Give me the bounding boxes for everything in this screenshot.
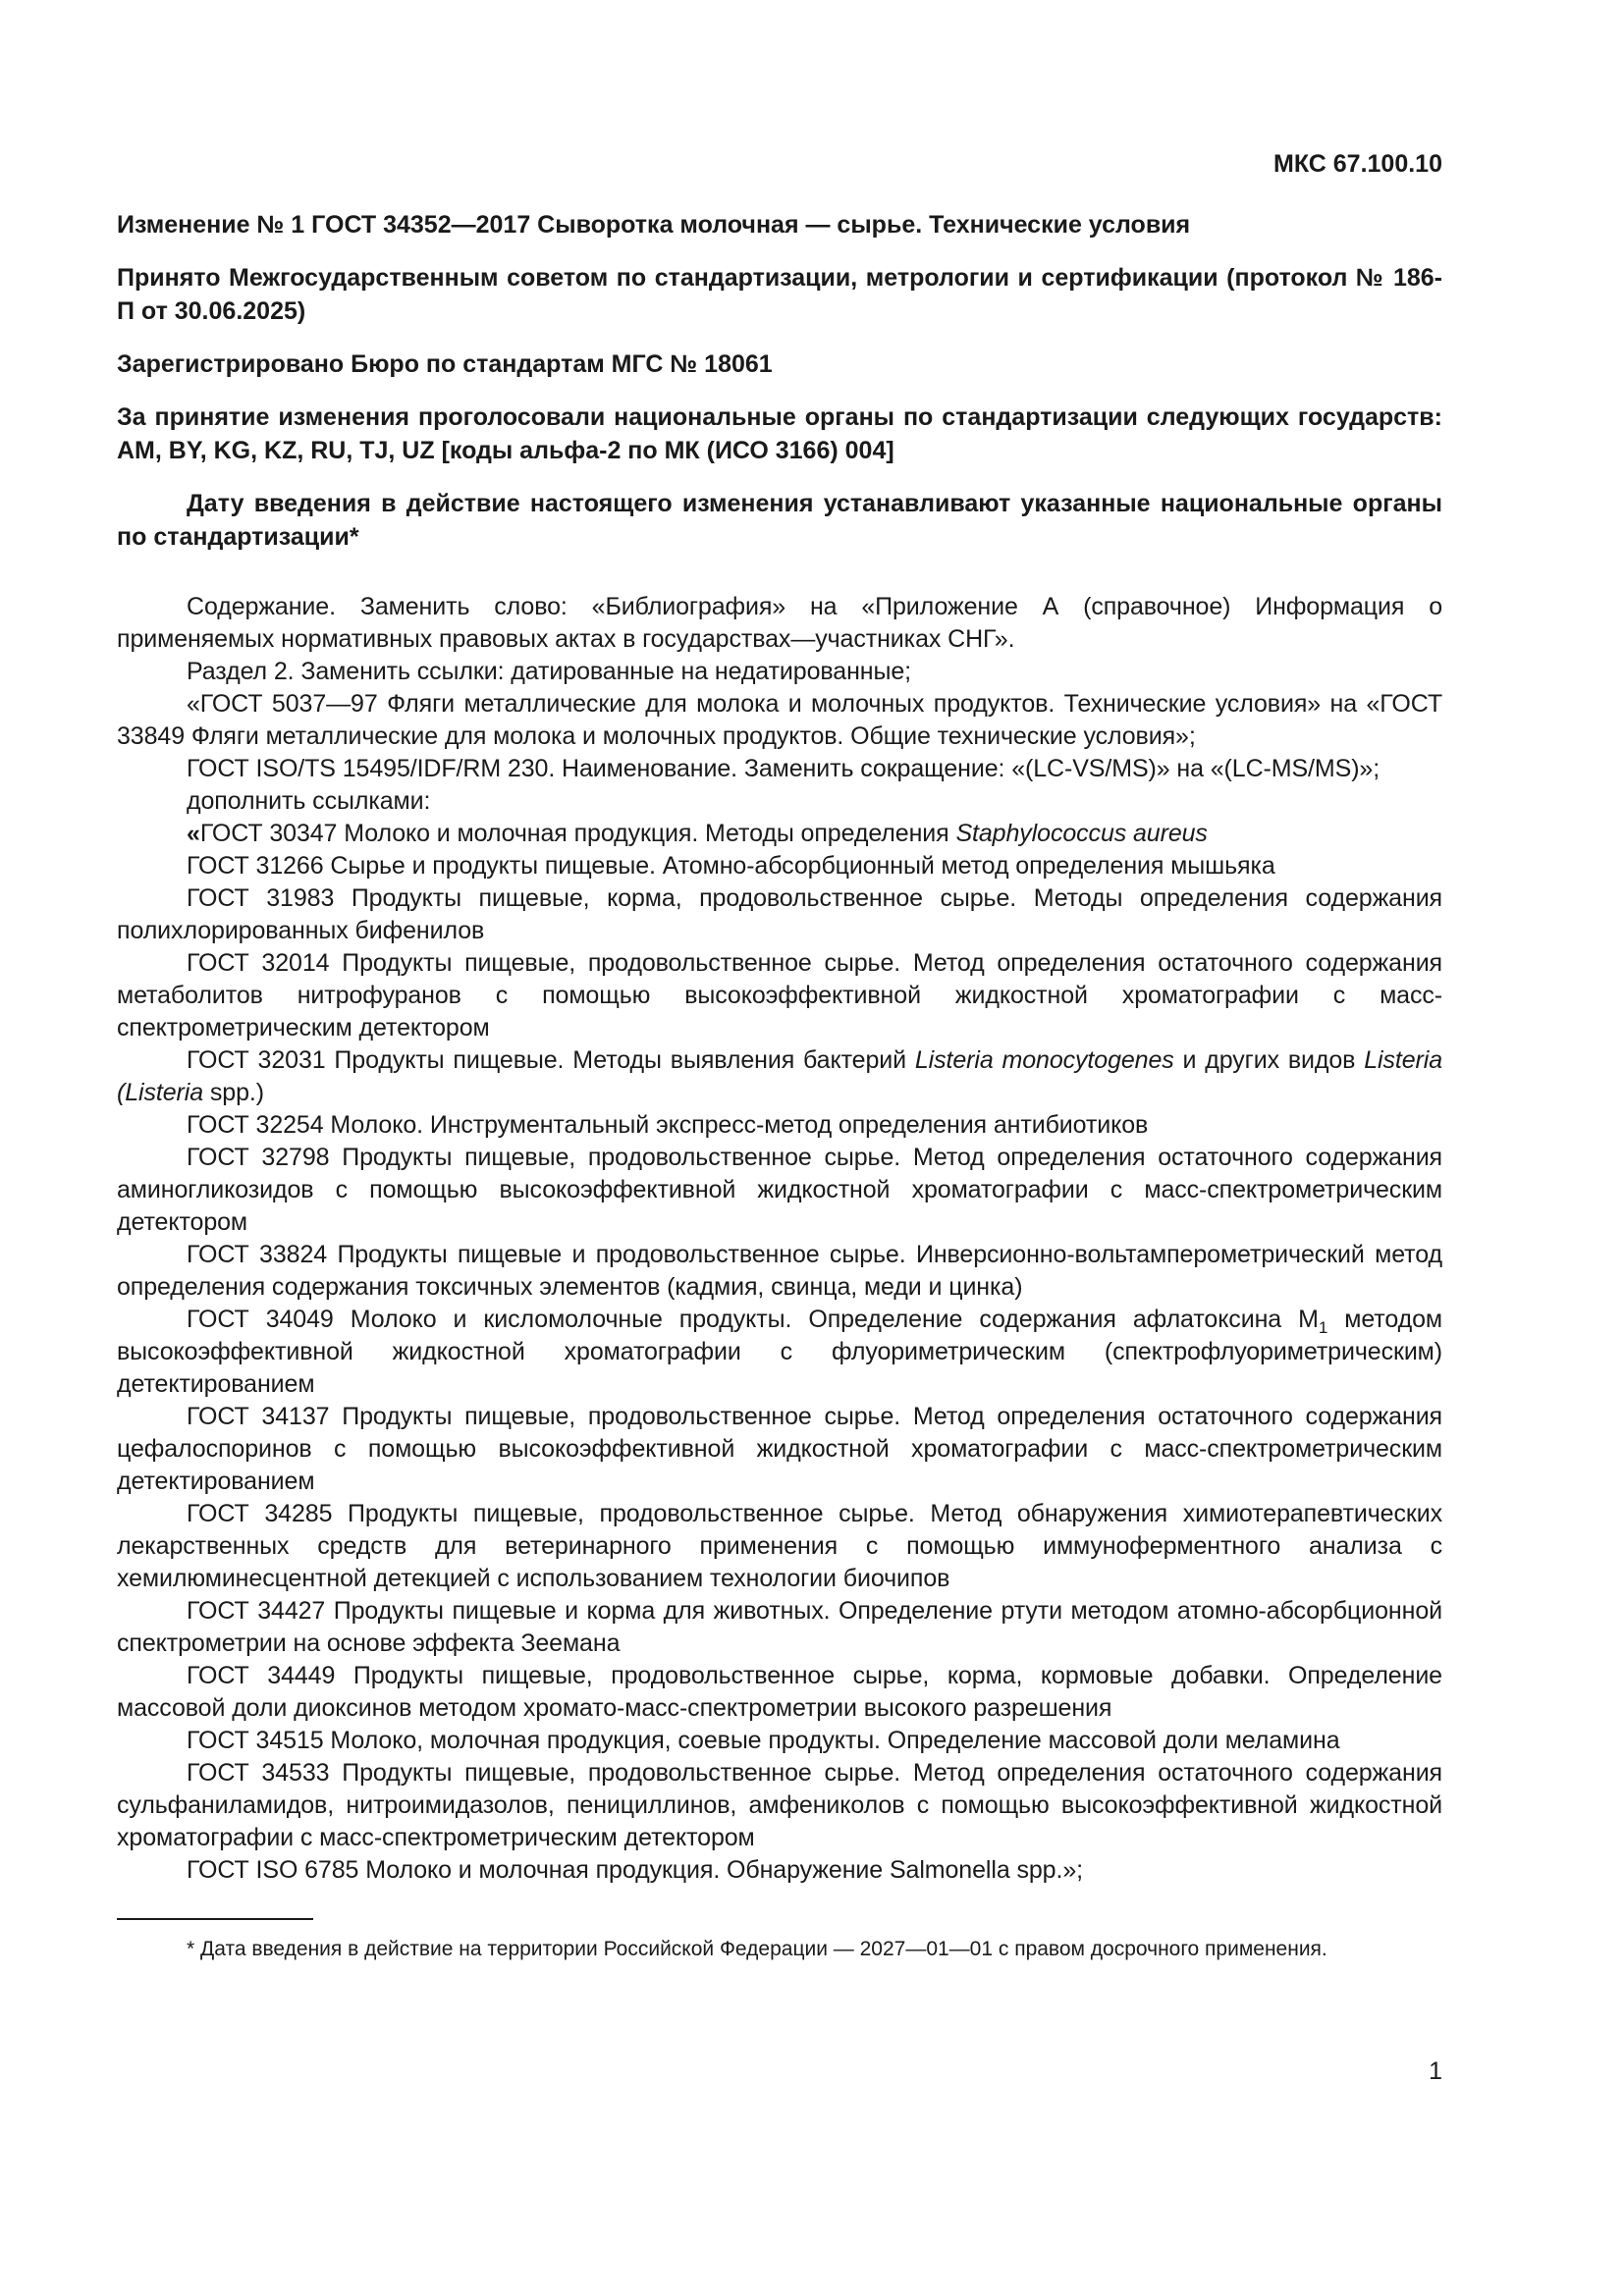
registration-note: Зарегистрировано Бюро по стандартам МГС № 18061 — [117, 350, 773, 378]
ref-text: ГОСТ 32031 Продукты пищевые. Методы выявления бактерий — [187, 1046, 915, 1074]
ref-gost-34515: ГОСТ 34515 Молоко, молочная продукция, соевые продукты. Определение массовой доли меламина — [187, 1727, 1340, 1754]
adopted-by: Принято Межгосударственным советом по стандартизации, метрологии и сертификации (протокол № 186-П от 30.06.2025) — [117, 264, 1442, 325]
ref-gost-32254: ГОСТ 32254 Молоко. Инструментальный экспресс-метод определения антибиотиков — [187, 1111, 1149, 1139]
gost5037-change: «ГОСТ 5037—97 Фляги металлические для молока и молочных продуктов. Технические условия» на «ГОСТ 33849 Фляги металлические для молока и молочных продуктов. Общие технические условия»; — [117, 690, 1442, 750]
ref-text: методом высокоэффективной жидкостной хроматографии с флуориметрическим (спектрофлуориметрическим) детектированием — [117, 1306, 1442, 1398]
open-quote: « — [187, 820, 200, 847]
footnote-divider — [117, 1918, 313, 1920]
footnote: * Дата введения в действие на территории Российской Федерации — 2027—01—01 с правом досрочного применения. — [187, 1938, 1327, 1960]
ref-text: и других видов — [1173, 1046, 1365, 1074]
ref-gost-34285: ГОСТ 34285 Продукты пищевые, продовольственное сырье. Метод обнаружения химиотерапевтических лекарственных средств для ветеринарного применения с помощью иммуноферментного анализа с хемилюминесцентной детекцией с использованием технологии биочипов — [117, 1500, 1442, 1592]
ref-text: ГОСТ 34049 Молоко и кисломолочные продукты. Определение содержания афлатоксина М — [187, 1306, 1319, 1333]
supplement-intro: дополнить ссылками: — [187, 787, 431, 815]
ref-gost-30347 — [117, 818, 1442, 850]
ref-gost-34533: ГОСТ 34533 Продукты пищевые, продовольственное сырье. Метод определения остаточного содержания сульфаниламидов, нитроимидазолов, пенициллинов, амфениколов с помощью высокоэффективной жидкостной хроматографии с масс-спектрометрическим детектором — [117, 1759, 1442, 1851]
species-name: Staphylococcus aureus — [955, 820, 1208, 847]
subscript: 1 — [1318, 1318, 1328, 1337]
document-page — [117, 147, 1442, 1963]
ref-gost-34427: ГОСТ 34427 Продукты пищевые и корма для животных. Определение ртути методом атомно-абсорбционной спектрометрии на основе эффекта Зеемана — [117, 1597, 1442, 1657]
ref-gost-31266: ГОСТ 31266 Сырье и продукты пищевые. Атомно-абсорбционный метод определения мышьяка — [187, 852, 1275, 880]
ref-gost-31983: ГОСТ 31983 Продукты пищевые, корма, продовольственное сырье. Методы определения содержания полихлорированных бифенилов — [117, 884, 1442, 944]
contents-change: Содержание. Заменить слово: «Библиография» на «Приложение А (справочное) Информация о применяемых нормативных правовых актах в государствах—участниках СНГ». — [117, 593, 1442, 653]
classification-code: МКС 67.100.10 — [1273, 150, 1442, 178]
amendment-title: Изменение № 1 ГОСТ 34352—2017 Сыворотка молочная — сырье. Технические условия — [117, 211, 1191, 239]
gost-iso-ts-change: ГОСТ ISO/TS 15495/IDF/RM 230. Наименование. Заменить сокращение: «(LC-VS/MS)» на «(LC-MS/MS)»; — [187, 755, 1380, 782]
species-name: Listeria (Listeria — [117, 1046, 1442, 1106]
ref-gost-34449: ГОСТ 34449 Продукты пищевые, продовольственное сырье, корма, кормовые добавки. Определение массовой доли диоксинов методом хромато-масс-спектрометрии высокого разрешения — [117, 1662, 1442, 1722]
effective-date-note: Дату введения в действие настоящего изменения устанавливают указанные национальные органы по стандартизации* — [117, 490, 1442, 551]
page-number: 1 — [1429, 2057, 1442, 2085]
ref-gost-34137: ГОСТ 34137 Продукты пищевые, продовольственное сырье. Метод определения остаточного содержания цефалоспоринов с помощью высокоэффективной жидкостной хроматографии с масс-спектрометрическим детектированием — [117, 1403, 1442, 1495]
ref-gost-33824: ГОСТ 33824 Продукты пищевые и продовольственное сырье. Инверсионно-вольтамперометрический метод определения содержания токсичных элементов (кадмия, свинца, меди и цинка) — [117, 1241, 1442, 1301]
ref-gost-32031 — [117, 1044, 1442, 1109]
ref-text: spp.) — [203, 1079, 264, 1106]
voting-countries: За принятие изменения проголосовали национальные органы по стандартизации следующих государств: AM, BY, KG, KZ, RU, TJ, UZ [коды альфа-2 по МК (ИСО 3166) 004] — [117, 403, 1442, 464]
ref-text: ГОСТ 30347 Молоко и молочная продукция. Методы определения — [199, 820, 956, 847]
ref-gost-iso-6785: ГОСТ ISO 6785 Молоко и молочная продукция. Обнаружение Salmonella spp.»; — [187, 1856, 1083, 1884]
amendment-body — [117, 591, 1442, 1887]
section2-intro: Раздел 2. Заменить ссылки: датированные на недатированные; — [187, 658, 912, 685]
ref-gost-32014: ГОСТ 32014 Продукты пищевые, продовольственное сырье. Метод определения остаточного содержания метаболитов нитрофуранов с помощью высокоэффективной жидкостной хроматографии с масс-спектрометрическим детектором — [117, 949, 1442, 1041]
ref-gost-32798: ГОСТ 32798 Продукты пищевые, продовольственное сырье. Метод определения остаточного содержания аминогликозидов с помощью высокоэффективной жидкостной хроматографии с масс-спектрометрическим детектором — [117, 1144, 1442, 1236]
species-name: Listeria monocytogenes — [914, 1046, 1174, 1074]
ref-gost-34049 — [117, 1304, 1442, 1401]
